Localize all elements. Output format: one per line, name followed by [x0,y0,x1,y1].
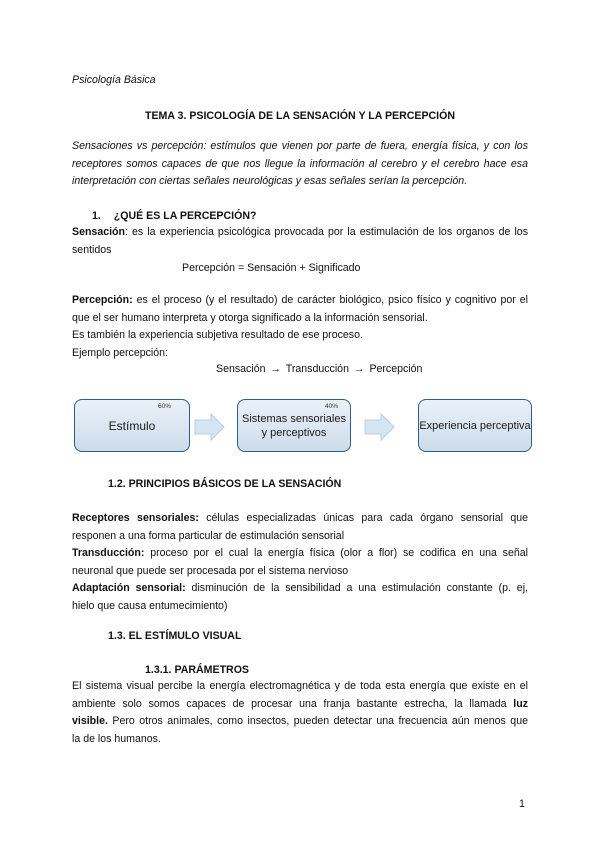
percepcion-definition [72,292,528,362]
diagram-percent: 40% [325,403,339,410]
running-header: Psicología Básica [72,74,156,86]
arrow-right-icon [363,413,397,441]
section13-heading: 1.3. EL ESTÍMULO VISUAL [108,630,242,642]
section12-heading: 1.2. PRINCIPIOS BÁSICOS DE LA SENSACIÓN [108,478,342,490]
intro-line: receptores somos capaces de que nos llegue la información al cerebro y el cerebro hace esa [72,157,528,170]
adaptacion-term: Adaptación sensorial: [72,582,186,594]
intro-line: interpretación con ciertas señales neurológicas y esas señales serían la percepción. [72,175,468,187]
adaptacion-text: hielo que causa entumecimiento) [72,599,228,612]
sensacion-text: sentidos [72,243,112,256]
sensacion-term: Sensación [72,226,125,238]
body-line: la de los humanos. [72,732,161,745]
document-title: TEMA 3. PSICOLOGÍA DE LA SENSACIÓN Y LA PERCEPCIÓN [144,110,455,122]
highlight-term: visible. [72,715,108,727]
diagram-box-label: Sistemas sensoriales y perceptivos [242,412,346,439]
example-label: Ejemplo percepción: [72,346,168,359]
diagram-box-experiencia [418,399,532,452]
highlight-term: luz [513,697,528,710]
formula: Percepción = Sensación + Significado [182,262,361,274]
body-line: Pero otros animales, como insectos, pueden detectar una frecuencia aún menos que [107,715,528,727]
transduccion-text: proceso por el cual la energía física (olor a flor) se codifica en una señal [144,547,528,559]
section131-heading: 1.3.1. PARÁMETROS [145,664,249,676]
body-line: El sistema visual percibe la energía electromagnética y de toda esta energía que existe en el [72,680,528,692]
section13-body [72,678,528,748]
percepcion-text: que el ser humano interpreta y otorga significado a la información sensorial. [72,311,428,324]
page-number: 1 [519,798,525,810]
arrow-right-icon [193,413,227,441]
section1-title: ¿QUÉ ES LA PERCEPCIÓN? [113,210,257,222]
receptores-text: responen a una forma particular de estimulación sensorial [72,529,345,542]
subjective-text: Es también la experiencia subjetiva resultado de ese proceso. [72,329,363,341]
body-line: ambiente solo somos capaces de procesar una franja bastante estrecha, la llamada [72,697,507,710]
intro-line: Sensaciones vs percepción: estímulos que vienen por parte de fuera, energía física, y con los [72,140,528,152]
percepcion-text: es el proceso (y el resultado) de carácter biológico, psico físico y cognitivo por el [132,294,528,306]
transduccion-term: Transducción: [72,547,145,559]
process-chain: Sensación → Transducción → Percepción [216,363,423,375]
section12-body [72,510,528,615]
diagram-box-label: Estímulo [108,418,156,433]
intro-paragraph [72,138,528,191]
section1-heading [92,208,256,226]
section1-number: 1. [92,210,101,222]
adaptacion-text: disminución de la sensibilidad a una estimulación constante (p. ej, [185,582,528,594]
diagram-box-label: Experiencia perceptiva [419,419,531,432]
receptores-term: Receptores sensoriales: [72,512,199,524]
sensacion-definition [72,224,528,259]
diagram-box-estimulo [74,399,190,452]
sensacion-text: : es la experiencia psicológica provocada por la estimulación de los organos de los [125,226,528,238]
diagram-percent: 60% [158,403,172,410]
transduccion-text: neuronal que puede ser procesada por el sistema nervioso [72,564,349,577]
receptores-text: células especializadas únicas para cada órgano sensorial que [198,512,528,524]
percepcion-term: Percepción: [72,294,133,306]
